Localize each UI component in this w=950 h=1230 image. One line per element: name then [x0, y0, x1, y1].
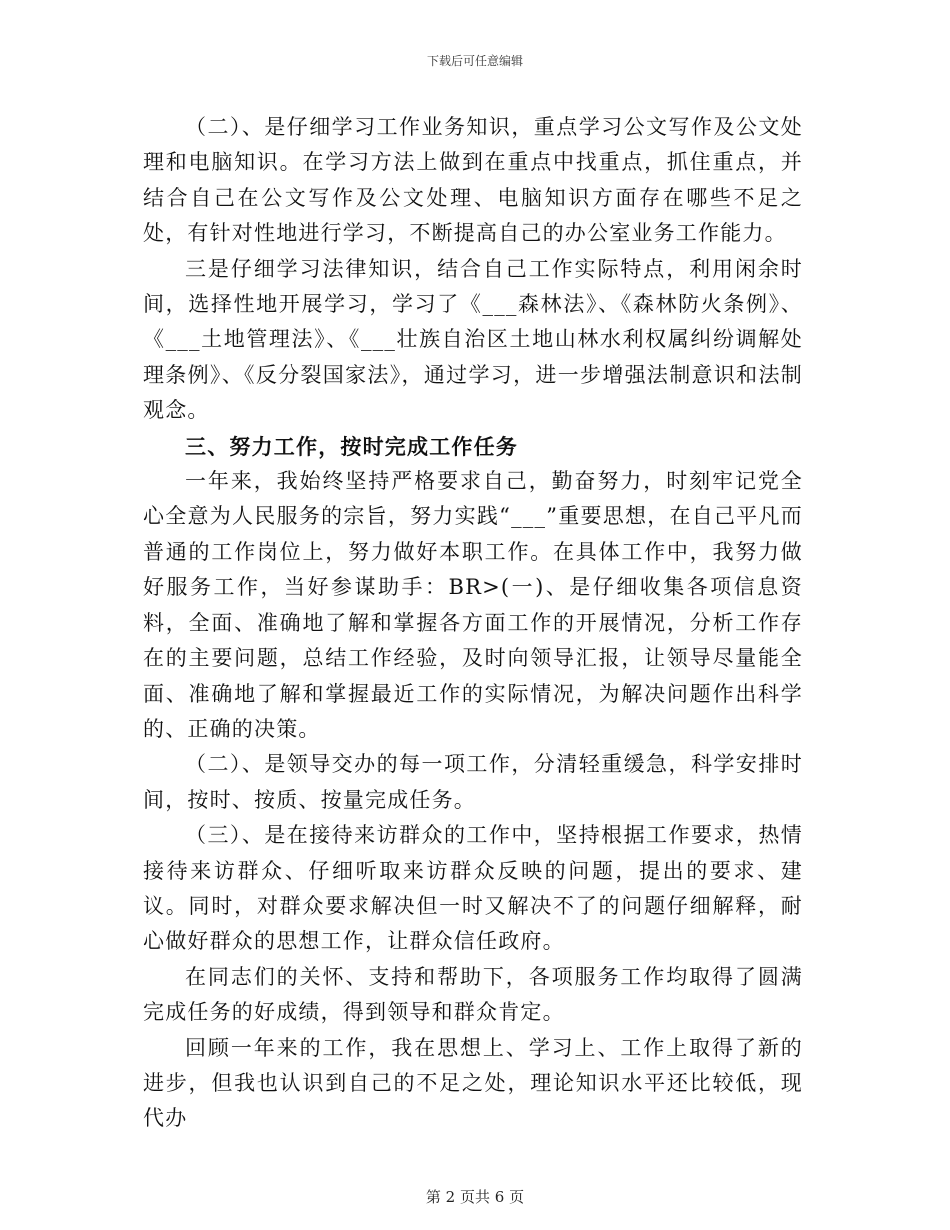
document-body: [143, 110, 803, 1137]
paragraph-study-law: 三是仔细学习法律知识，结合自己工作实际特点，利用闲余时间，选择性地开展学习，学习了《___森林法》、《森林防火条例》、《___土地管理法》、《___壮族自治区土地山林水利权属纠纷调解处理条例》、《反分裂国家法》，通过学习，进一步增强法制意识和法制观念。: [143, 256, 803, 423]
paragraph-visitors: （三）、是在接待来访群众的工作中，坚持根据工作要求，热情接待来访群众、仔细听取来访群众反映的问题，提出的要求、建议。同时，对群众要求解决但一时又解决不了的问题仔细解释，耐心做好群众的思想工作，让群众信任政府。: [143, 823, 803, 954]
section-heading-work: 三、努力工作，按时完成工作任务: [185, 433, 518, 459]
paragraph-achievements: 在同志们的关怀、支持和帮助下，各项服务工作均取得了圆满完成任务的好成绩，得到领导和群众肯定。: [143, 964, 803, 1025]
paragraph-review: 回顾一年来的工作，我在思想上、学习上、工作上取得了新的进步，但我也认识到自己的不足之处，理论知识水平还比较低，现代办: [143, 1035, 803, 1131]
page-header: 下载后可任意编辑: [426, 54, 523, 68]
paragraph-leader-tasks: （二）、是领导交办的每一项工作，分清轻重缓急，科学安排时间，按时、按质、按量完成任务。: [143, 752, 803, 812]
paragraph-study-business: （二）、是仔细学习工作业务知识，重点学习公文写作及公文处理和电脑知识。在学习方法上做到在重点中找重点，抓住重点，并结合自己在公文写作及公文处理、电脑知识方面存在哪些不足之处，有针对性地进行学习，不断提高自己的办公室业务工作能力。: [143, 115, 803, 246]
page-footer-page-number: 第 2 页共 6 页: [425, 1188, 525, 1206]
paragraph-work-overview: 一年来，我始终坚持严格要求自己，勤奋努力，时刻牢记党全心全意为人民服务的宗旨，努力实践“___”重要思想，在自己平凡而普通的工作岗位上，努力做好本职工作。在具体工作中，我努力做好服务工作，当好参谋助手：BR>(一)、是仔细收集各项信息资料，全面、准确地了解和掌握各方面工作的开展情况，分析工作存在的主要问题，总结工作经验，及时向领导汇报，让领导尽量能全面、准确地了解和掌握最近工作的实际情况，为解决问题作出科学的、正确的决策。: [143, 469, 803, 741]
